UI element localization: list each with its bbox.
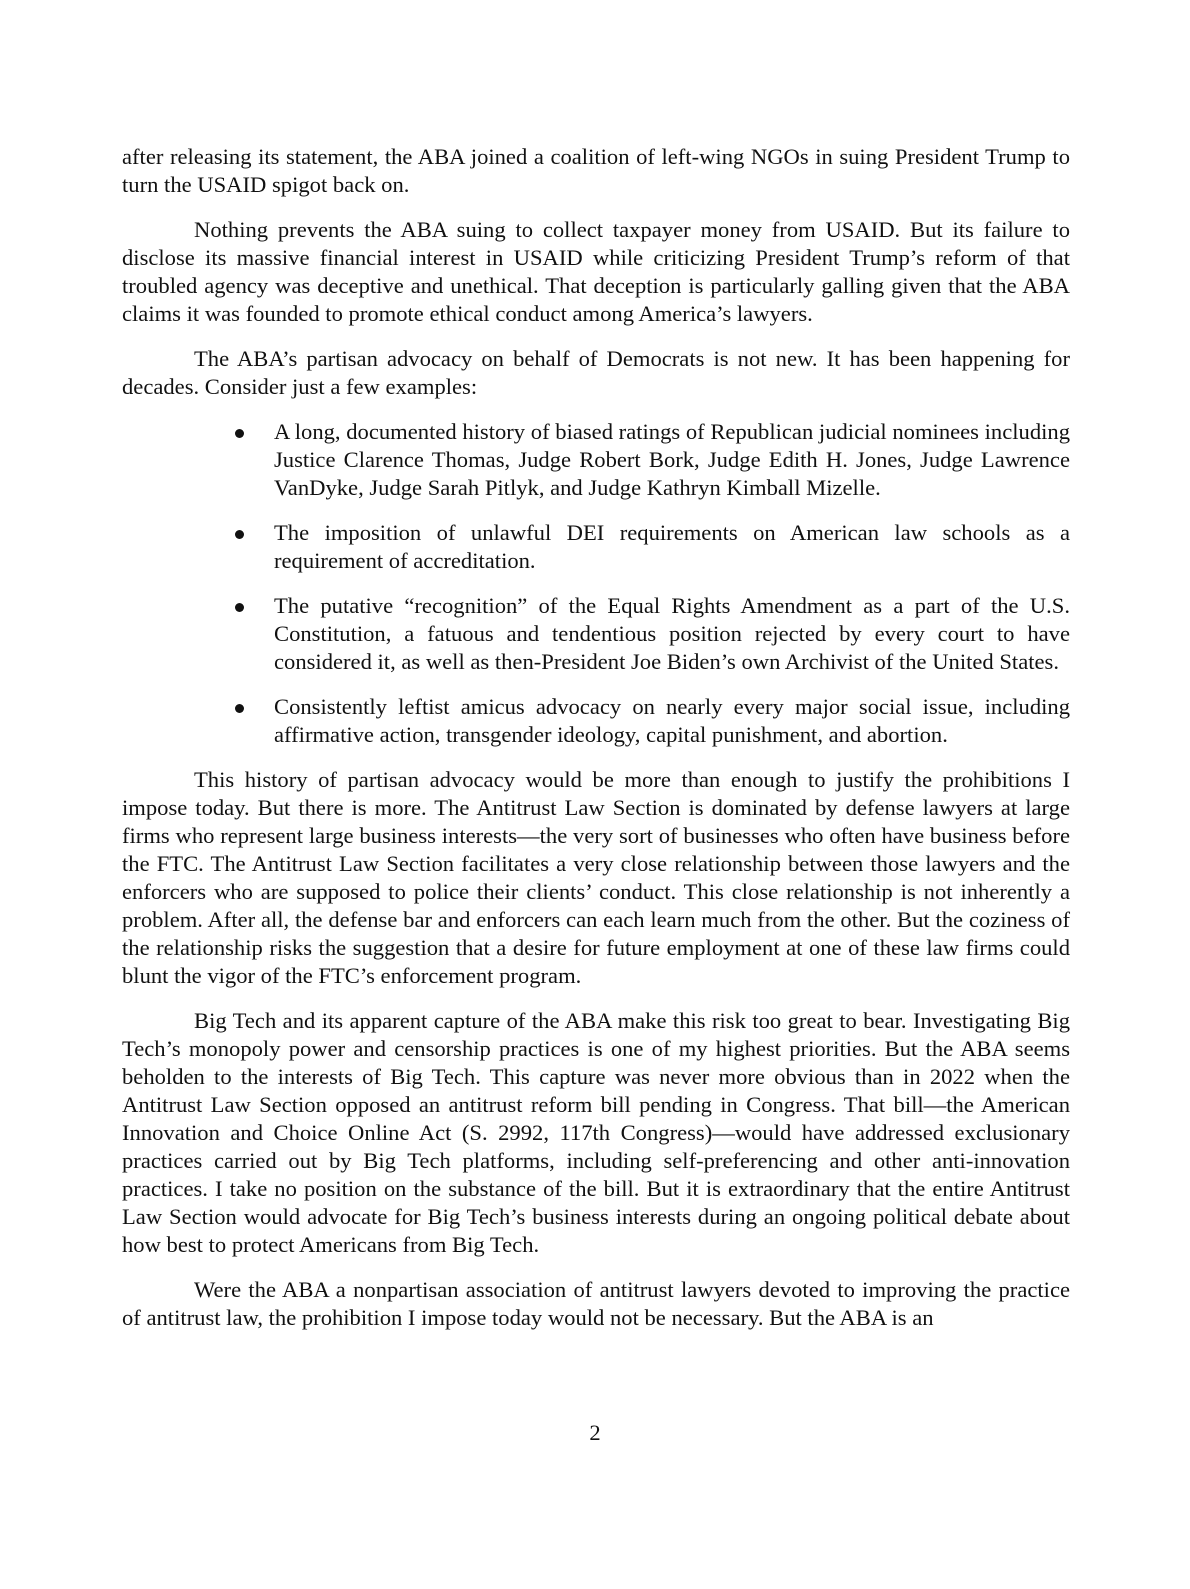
paragraph-antitrust-section: This history of partisan advocacy would be more than enough to justify the prohibitions I impose today. But there is more. The Antitrust Law Section is dominated by defense lawyers at large firms who represent large business interests—the very sort of businesses who often have business before the FTC. The Antitrust Law Section facilitates a very close relationship between those lawyers and the enforcers who are supposed to police their clients’ conduct. This close relationship is not inherently a problem. After all, the defense bar and enforcers can each learn much from the other. But the coziness of the relationship risks the suggestion that a desire for future employment at one of these law firms could blunt the vigor of the FTC’s enforcement program. [122,767,1070,988]
paragraph-nonpartisan: Were the ABA a nonpartisan association of antitrust lawyers devoted to improving the practice of antitrust law, the prohibition I impose today would not be necessary. But the ABA is an [122,1277,1070,1330]
list-item-text: The putative “recognition” of the Equal Rights Amendment as a part of the U.S. Constitution, a fatuous and tendentious position rejected by every court to have considered it, as well as then-President Joe Biden’s own Archivist of the United States. [274,593,1070,674]
list-item [122,519,1070,575]
list-item-text: A long, documented history of biased ratings of Republican judicial nominees including Justice Clarence Thomas, Judge Robert Bork, Judge Edith H. Jones, Judge Lawrence VanDyke, Judge Sarah Pitlyk, and Judge Kathryn Kimball Mizelle. [274,419,1070,500]
page-number: 2 [589,1420,601,1445]
bullet-icon [235,429,244,438]
list-item-text: Consistently leftist amicus advocacy on nearly every major social issue, including affirmative action, transgender ideology, capital punishment, and abortion. [274,694,1070,747]
paragraph-partisan-advocacy: The ABA’s partisan advocacy on behalf of Democrats is not new. It has been happening for decades. Consider just a few examples: [122,346,1070,399]
list-item [122,693,1070,749]
paragraph-continued: after releasing its statement, the ABA joined a coalition of left-wing NGOs in suing President Trump to turn the USAID spigot back on. [122,144,1070,197]
list-item [122,418,1070,502]
paragraph-big-tech: Big Tech and its apparent capture of the ABA make this risk too great to bear. Investigating Big Tech’s monopoly power and censorship practices is one of my highest priorities. But the ABA seems beholden to the interests of Big Tech. This capture was never more obvious than in 2022 when the Antitrust Law Section opposed an antitrust reform bill pending in Congress. That bill—the American Innovation and Choice Online Act (S. 2992, 117th Congress)—would have addressed exclusionary practices carried out by Big Tech platforms, including self-preferencing and other anti-innovation practices. I take no position on the substance of the bill. But it is extraordinary that the entire Antitrust Law Section would advocate for Big Tech’s business interests during an ongoing political debate about how best to protect Americans from Big Tech. [122,1008,1070,1257]
list-item-text: The imposition of unlawful DEI requirements on American law schools as a requirement of accreditation. [274,520,1070,573]
document-page [122,143,1070,1349]
paragraph-usaid: Nothing prevents the ABA suing to collect taxpayer money from USAID. But its failure to disclose its massive financial interest in USAID while criticizing President Trump’s reform of that troubled agency was deceptive and unethical. That deception is particularly galling given that the ABA claims it was founded to promote ethical conduct among America’s lawyers. [122,217,1070,326]
bullet-icon [235,530,244,539]
bullet-icon [235,704,244,713]
examples-list [122,418,1070,749]
list-item [122,592,1070,676]
bullet-icon [235,603,244,612]
